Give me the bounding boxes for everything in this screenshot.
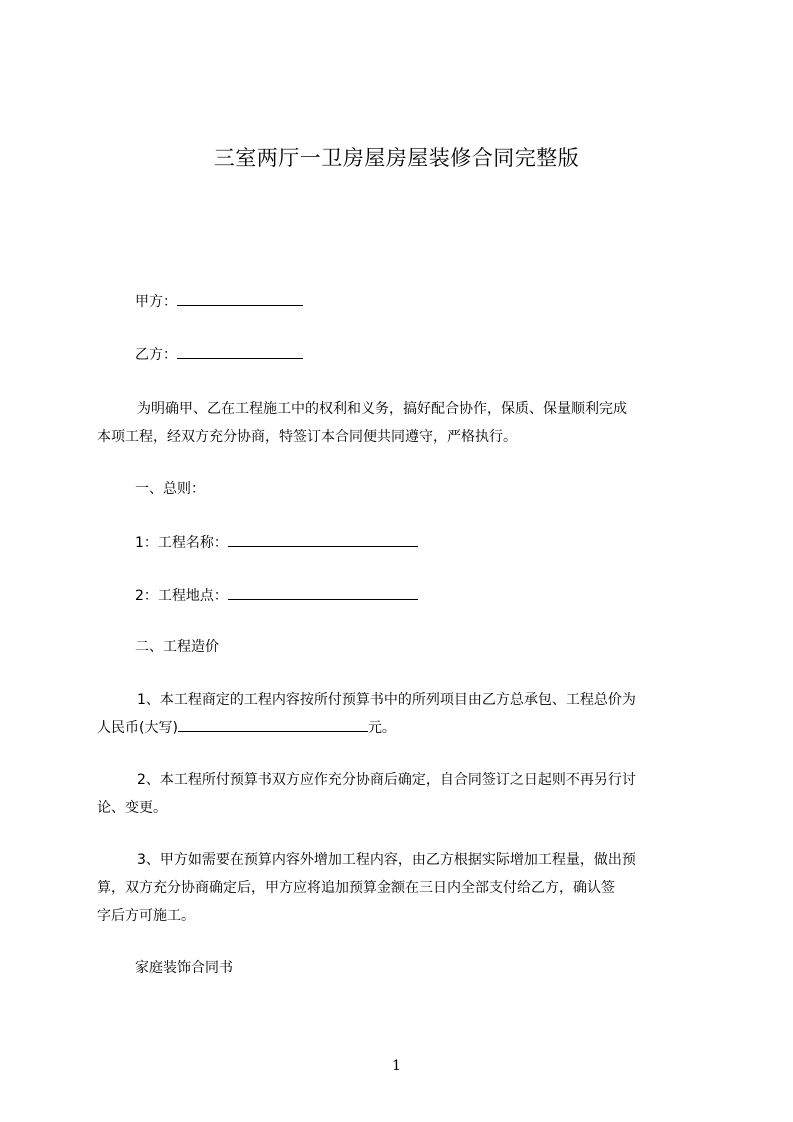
- amount-label: 人民币(大写): [97, 720, 178, 736]
- clause-2-line-1: 2、本工程所付预算书双方应作充分协商后确定，自合同签订之日起则不再另行讨: [137, 772, 636, 788]
- intro-line-1: 为明确甲、乙在工程施工中的权利和义务，搞好配合协作，保质、保量顺利完成: [137, 401, 627, 417]
- amount-blank[interactable]: [178, 717, 368, 732]
- clause-3-paragraph: [97, 846, 709, 930]
- section-2-heading: 二、工程造价: [135, 639, 219, 655]
- party-a-label: 甲方：: [135, 294, 177, 310]
- project-name-blank[interactable]: [228, 532, 418, 547]
- clause-2-line-2: 论、变更。: [97, 800, 167, 816]
- project-name-line: [135, 532, 418, 553]
- clause-3-line-3: 字后方可施工。: [97, 908, 195, 924]
- party-a-blank[interactable]: [177, 291, 303, 306]
- clause-3-line-2: 算，双方充分协商确定后，甲方应将追加预算金额在三日内全部支付给乙方，确认签: [97, 880, 615, 896]
- clause-1-paragraph: [97, 686, 709, 742]
- clause-1-line-2: [97, 714, 709, 742]
- project-site-line: [135, 585, 418, 606]
- party-a-line: [135, 291, 303, 312]
- intro-paragraph: [97, 395, 709, 451]
- clause-3-line-1: 3、甲方如需要在预算内容外增加工程内容，由乙方根据实际增加工程量，做出预: [137, 852, 636, 868]
- intro-line-2: 本项工程，经双方充分协商，特签订本合同便共同遵守，严格执行。: [97, 429, 517, 445]
- clause-1-line-1: 1、本工程商定的工程内容按所付预算书中的所列项目由乙方总承包、工程总价为: [137, 692, 636, 708]
- project-site-blank[interactable]: [228, 585, 418, 600]
- project-site-label: 2：工程地点：: [135, 588, 228, 604]
- closing-line: 家庭装饰合同书: [135, 960, 233, 976]
- section-1-heading: 一、总则：: [135, 481, 205, 497]
- party-b-line: [135, 344, 303, 365]
- document-title: 三室两厅一卫房屋房屋装修合同完整版: [213, 146, 580, 170]
- clause-2-paragraph: [97, 766, 709, 822]
- party-b-label: 乙方：: [135, 347, 177, 363]
- party-b-blank[interactable]: [177, 344, 303, 359]
- amount-unit: 元。: [367, 720, 396, 736]
- project-name-label: 1：工程名称：: [135, 535, 228, 551]
- page-number: 1: [392, 1058, 401, 1074]
